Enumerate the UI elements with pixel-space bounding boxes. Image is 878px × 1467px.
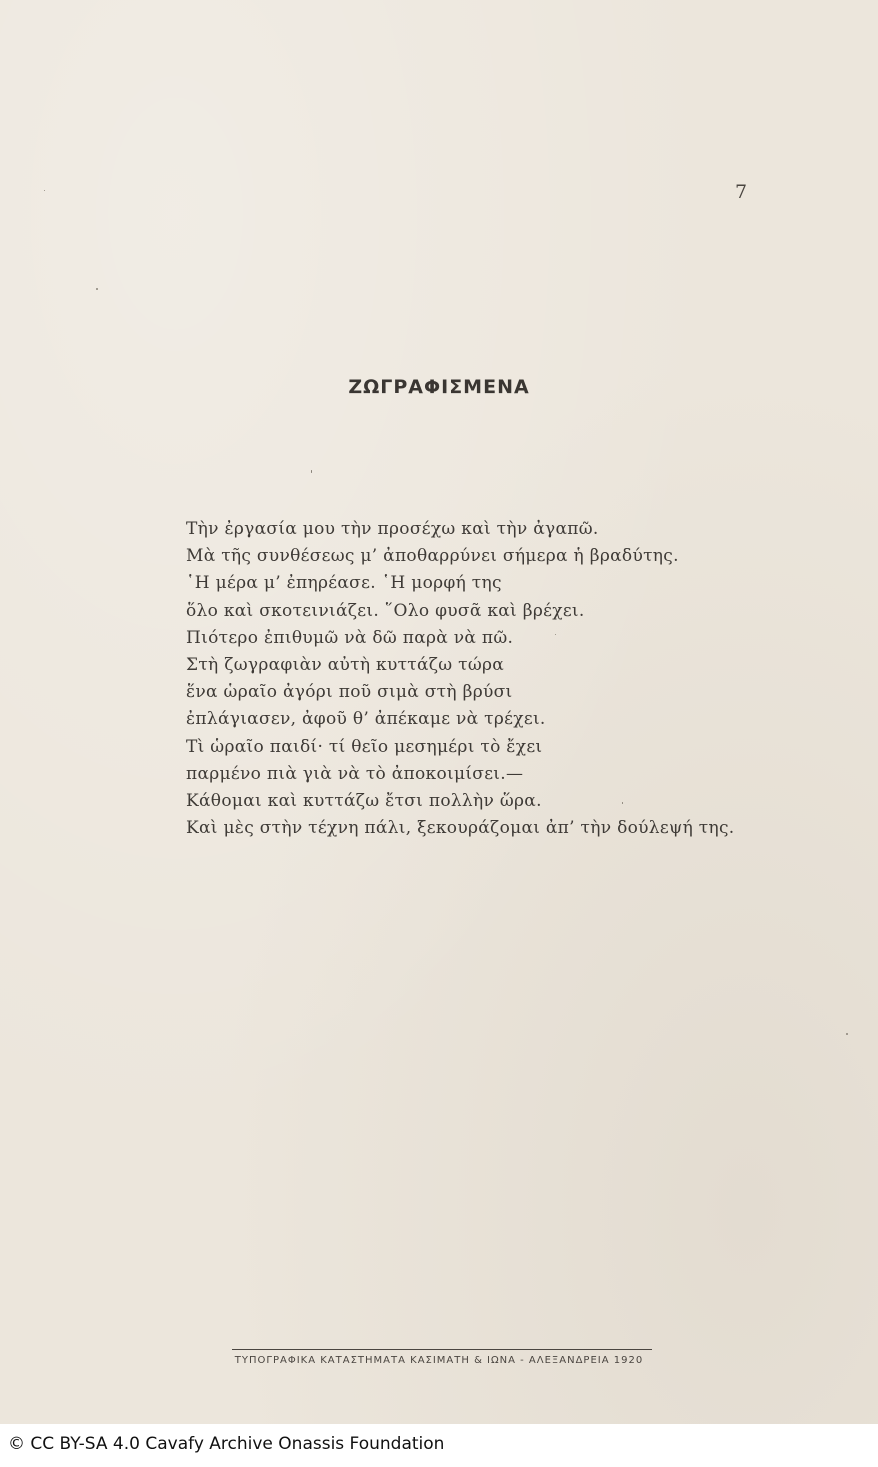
poem-line: ἕνα ὡραῖο ἀγόρι ποῦ σιμὰ στὴ βρύσι bbox=[186, 682, 513, 703]
poem-line: Μὰ τῆς συνθέσεως μ’ ἀποθαρρύνει σήμερα ἡ βραδύτης. bbox=[186, 546, 679, 567]
paper-speck bbox=[44, 190, 45, 191]
paper-speck bbox=[311, 470, 312, 473]
poem-line: ὅλο καὶ σκοτεινιάζει. ῞Ολο φυσᾶ καὶ βρέχει. bbox=[186, 600, 585, 621]
poem-line: ῾Η μέρα μ’ ἐπηρέασε. ῾Η μορφή της bbox=[186, 573, 502, 594]
poem-line: Κάθομαι καὶ κυττάζω ἔτσι πολλὴν ὥρα. bbox=[186, 790, 542, 811]
poem-body bbox=[186, 516, 735, 842]
poem-line: ἐπλάγιασεν, ἀφοῦ θ’ ἀπέκαμε νὰ τρέχει. bbox=[186, 709, 546, 730]
paper-speck bbox=[96, 288, 98, 290]
poem-line: παρμένο πιὰ γιὰ νὰ τὸ ἀποκοιμίσει.— bbox=[186, 763, 524, 784]
poem-line: Πιότερο ἐπιθυμῶ νὰ δῶ παρὰ νὰ πῶ. bbox=[186, 627, 514, 648]
poem-title: ΖΩΓΡΑΦΙΣΜΕΝΑ bbox=[348, 376, 530, 398]
poem-line: Τὶ ὡραῖο παιδί· τί θεῖο μεσημέρι τὸ ἔχει bbox=[186, 736, 543, 757]
poem-line: Καὶ μὲς στὴν τέχνη πάλι, ξεκουράζομαι ἀπ’ τὴν δούλεψή της. bbox=[186, 818, 735, 839]
printer-colophon: ΤΥΠΟΓΡΑΦΙΚΑ ΚΑΤΑΣΤΗΜΑΤΑ ΚΑΣΙΜΑΤΗ & ΙΩΝΑ - ΑΛΕΞΑΝΔΡΕΙΑ 1920 bbox=[234, 1355, 644, 1366]
paper-speck bbox=[846, 1033, 848, 1035]
poem-line: Τὴν ἐργασία μου τὴν προσέχω καὶ τὴν ἀγαπῶ. bbox=[186, 519, 599, 539]
page-number: 7 bbox=[735, 181, 748, 203]
license-credit: © CC BY-SA 4.0 Cavafy Archive Onassis Foundation bbox=[8, 1434, 445, 1454]
colophon-rule bbox=[232, 1349, 652, 1350]
poem-line: Στὴ ζωγραφιὰν αὐτὴ κυττάζω τώρα bbox=[186, 654, 505, 675]
